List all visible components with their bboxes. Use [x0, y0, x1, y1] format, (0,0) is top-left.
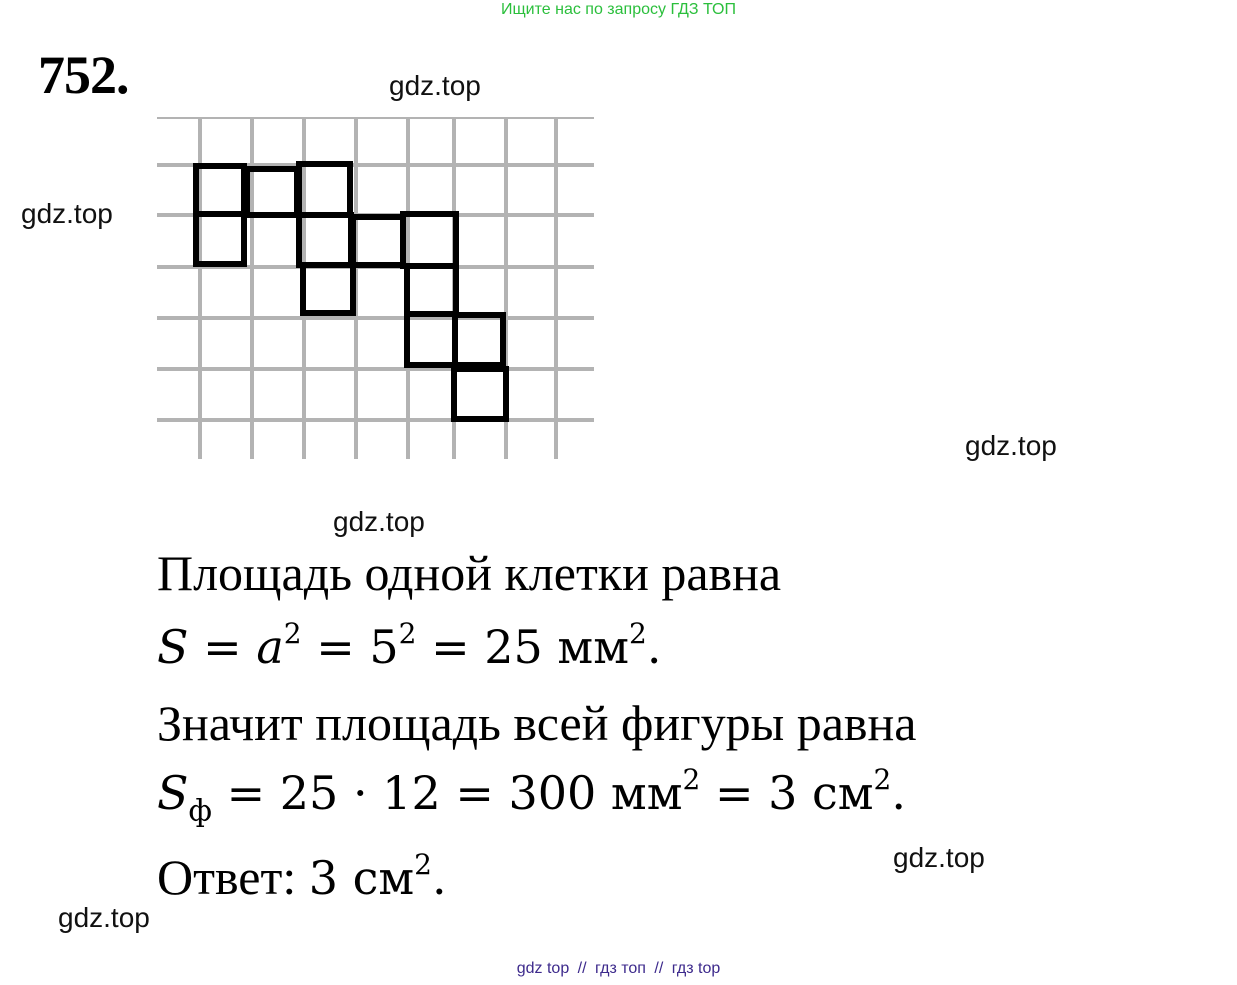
footer-separator: // [577, 960, 587, 977]
footer-link[interactable]: гдз топ [595, 960, 646, 977]
formula-text: . [646, 620, 662, 674]
watermark: gdz.top [21, 198, 113, 229]
watermark: gdz.top [333, 506, 425, 537]
exponent: 2 [628, 617, 647, 650]
formula-text: 3 см [308, 851, 415, 905]
answer-line [157, 848, 447, 906]
subscript: ф [188, 794, 212, 829]
formula-text: = 5 [301, 620, 399, 674]
formula-text: = [188, 620, 257, 674]
cell [454, 369, 506, 419]
cell [353, 217, 403, 265]
cell [196, 166, 244, 214]
symbol-a: a [256, 620, 284, 674]
cell [247, 169, 297, 215]
exercise-number: 752. [38, 45, 129, 105]
cell [455, 315, 503, 365]
cell [403, 214, 456, 266]
symbol-s: S [157, 620, 189, 674]
solution-line-1: Площадь одной клетки равна [157, 545, 782, 601]
symbol-s: S [157, 766, 189, 820]
formula-text: = 3 см [700, 766, 874, 820]
cell [303, 265, 353, 313]
figure-cells [196, 164, 506, 419]
formula-cell-area [157, 617, 662, 674]
cell [196, 214, 244, 264]
solution-line-3: Значит площадь всей фигуры равна [157, 695, 917, 751]
watermark: gdz.top [893, 842, 985, 873]
watermark: gdz.top [965, 430, 1057, 461]
cell [299, 164, 350, 215]
cell [299, 215, 351, 265]
exponent: 2 [398, 617, 417, 650]
cell [407, 314, 455, 365]
exponent: 2 [873, 763, 892, 796]
cell [407, 266, 456, 314]
top-banner[interactable]: Ищите нас по запросу ГДЗ ТОП [501, 1, 736, 18]
formula-figure-area [157, 763, 906, 829]
exponent: 2 [682, 763, 701, 796]
formula-text: = 25 · 12 = 300 мм [212, 766, 683, 820]
formula-text: . [431, 851, 447, 905]
footer-separator: // [654, 960, 664, 977]
grid-figure [157, 117, 594, 459]
exponent: 2 [414, 848, 432, 881]
footer-links [0, 960, 1237, 978]
exponent: 2 [283, 617, 302, 650]
answer-label: Ответ: [157, 849, 309, 905]
formula-text: . [891, 766, 906, 820]
formula-text: = 25 мм [416, 620, 629, 674]
watermark: gdz.top [58, 902, 150, 933]
footer-link[interactable]: gdz top [516, 960, 570, 977]
answer-value [308, 848, 447, 905]
watermark: gdz.top [389, 70, 481, 101]
footer-link[interactable]: гдз top [671, 960, 721, 977]
